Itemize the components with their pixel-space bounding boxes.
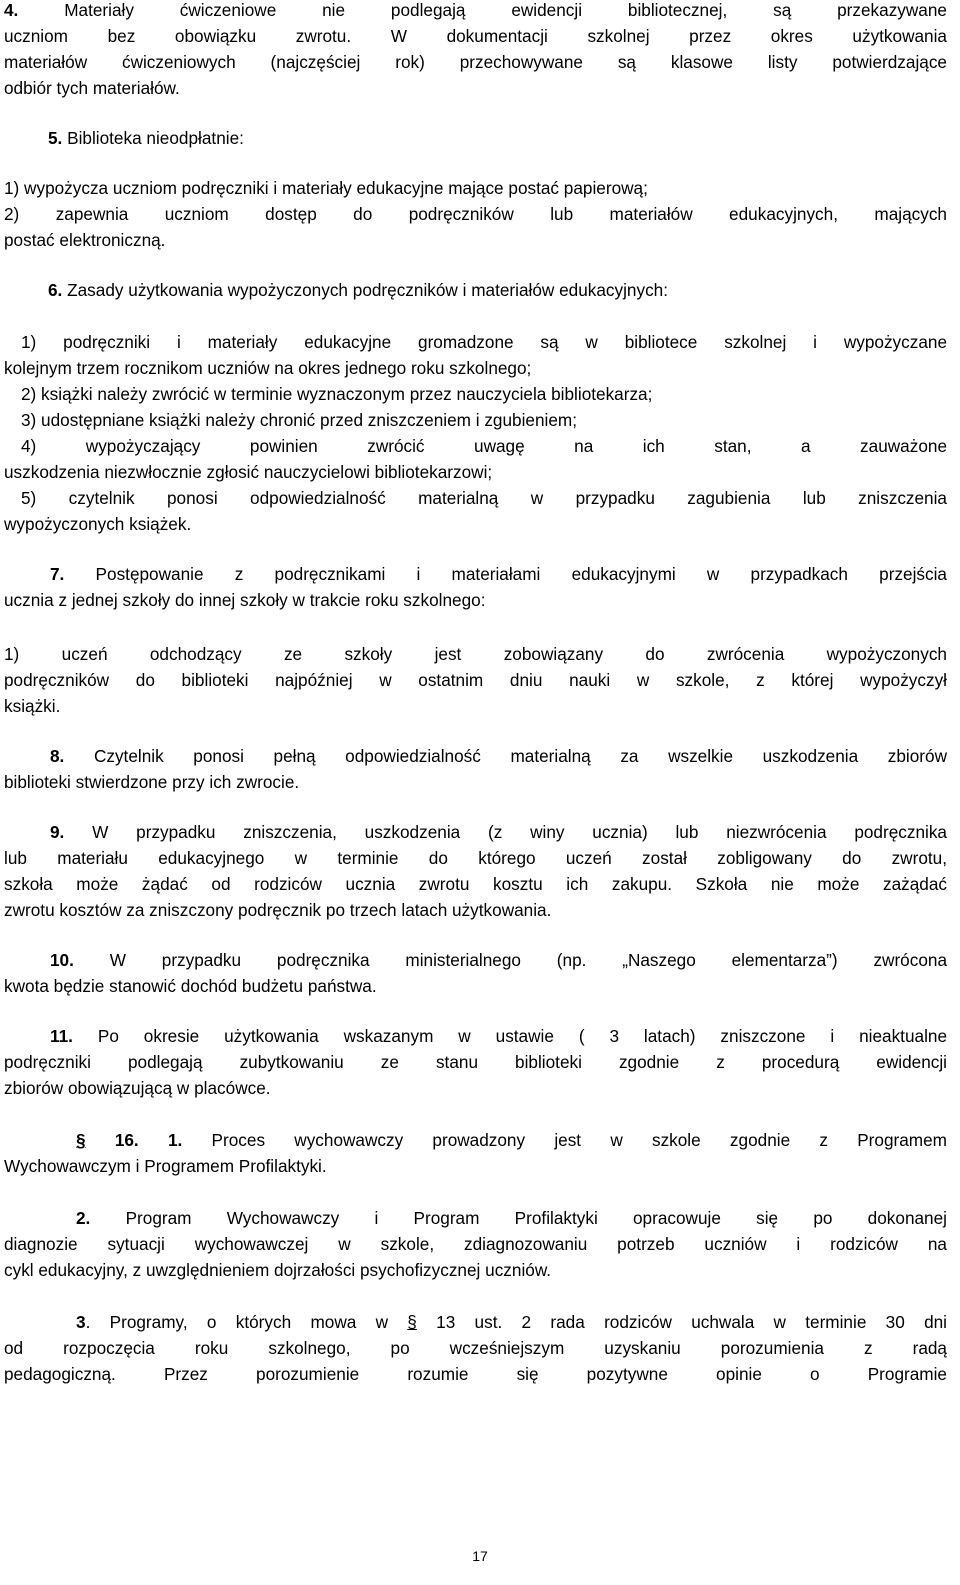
list-item: 4) wypożyczający powinien zwrócić uwagę na ich stan, a zauważone [21,436,947,456]
list-item-continuation: podręczników do biblioteki najpóźniej w ostatnim dniu nauki w szkole, z której wypożyczył [4,670,947,690]
paragraph-16-1 [4,1127,947,1179]
paragraph-16-3-line-1: 3. Programy, o których mowa w § 13 ust. 2 rada rodziców uchwala w terminie 30 dni [76,1312,948,1332]
section-4-line-3: materiałów ćwiczeniowych (najczęściej rok) przechowywane są klasowe listy potwierdzające [4,52,947,72]
section-9-line-2: lub materiału edukacyjnego w terminie do którego uczeń został zobligowany do zwrotu, [4,848,947,868]
section-10-line-1: 10. W przypadku podręcznika ministerialnego (np. „Naszego elementarza”) zwrócona [50,950,948,970]
section-4-line-1: 4. Materiały ćwiczeniowe nie podlegają ewidencji bibliotecznej, są przekazywane [4,0,947,20]
section-5 [4,125,947,253]
paragraph-16-2 [4,1205,947,1283]
section-5-heading: 5. Biblioteka nieodpłatnie: [48,128,244,148]
section-number: 5. [48,128,63,148]
section-number: 7. [50,564,65,584]
section-number: 9. [50,822,65,842]
section-11-line-2: podręczniki podlegają zubytkowaniu ze stanu biblioteki zgodnie z procedurą ewidencji [4,1052,947,1072]
section-11 [4,1023,947,1101]
section-11-line-1: 11. Po okresie użytkowania wskazanym w ustawie ( 3 latach) zniszczone i nieaktualne [50,1026,948,1046]
list-item: 2) zapewnia uczniom dostęp do podręczników lub materiałów edukacyjnych, mających [4,204,947,224]
section-number: 10. [50,950,74,970]
section-4 [4,0,947,101]
section-11-line-3: zbiorów obowiązującą w placówce. [4,1078,271,1098]
list-item-continuation: uszkodzenia niezwłocznie zgłosić nauczycielowi bibliotekarzowi; [4,462,493,482]
paragraph-16-2-line-2: diagnozie sytuacji wychowawczej w szkole, zdiagnozowaniu potrzeb uczniów i rodziców na [4,1234,947,1254]
list-item: 5) czytelnik ponosi odpowiedzialność materialną w przypadku zagubienia lub zniszczenia [21,488,947,508]
section-symbol: § [76,1130,86,1150]
list-item: 2) książki należy zwrócić w terminie wyznaczonym przez nauczyciela bibliotekarza; [21,384,653,404]
list-item-continuation: książki. [4,696,61,716]
paragraph-16-1-line-2: Wychowawczym i Programem Profilaktyki. [4,1156,327,1176]
section-8 [4,743,947,795]
paragraph-16-3-line-2: od rozpoczęcia roku szkolnego, po wcześniejszym uzyskaniu porozumienia z radą [4,1338,947,1358]
document-page [4,0,947,1387]
section-10 [4,947,947,999]
section-6-heading: 6. Zasady użytkowania wypożyczonych podręczników i materiałów edukacyjnych: [48,280,669,300]
section-8-line-1: 8. Czytelnik ponosi pełną odpowiedzialność materialną za wszelkie uszkodzenia zbiorów [50,746,947,766]
list-item: 1) podręczniki i materiały edukacyjne gromadzone są w bibliotece szkolnej i wypożyczane [21,332,947,352]
paragraph-16-1-line-1: § 16. 1. Proces wychowawczy prowadzony jest w szkole zgodnie z Programem [76,1130,947,1150]
section-4-line-4: odbiór tych materiałów. [4,78,180,98]
section-9-line-4: zwrotu kosztów za zniszczony podręcznik po trzech latach użytkowania. [4,900,552,920]
paragraph-16-2-line-3: cykl edukacyjny, z uwzględnieniem dojrzałości psychofizycznej uczniów. [4,1260,552,1280]
paragraph-16-3 [4,1309,947,1387]
section-number: 3 [76,1312,86,1332]
list-item-continuation: postać elektroniczną. [4,230,166,250]
section-number: 8. [50,746,65,766]
section-8-line-2: biblioteki stwierdzone przy ich zwrocie. [4,772,300,792]
section-7 [4,561,947,719]
list-item: 1) wypożycza uczniom podręczniki i materiały edukacyjne mające postać papierową; [4,178,648,198]
section-10-line-2: kwota będzie stanowić dochód budżetu państwa. [4,976,377,996]
section-number: 11. [50,1026,73,1046]
section-9 [4,819,947,923]
list-item-continuation: wypożyczonych książek. [4,514,192,534]
section-number: 2. [76,1208,91,1228]
list-item: 3) udostępniane książki należy chronić przed zniszczeniem i zgubieniem; [21,410,578,430]
section-number: 4. [4,0,19,20]
list-item: 1) uczeń odchodzący ze szkoły jest zobowiązany do zwrócenia wypożyczonych [4,644,947,664]
list-item-continuation: kolejnym trzem rocznikom uczniów na okres jednego roku szkolnego; [4,358,532,378]
paragraph-16-2-line-1: 2. Program Wychowawczy i Program Profilaktyki opracowuje się po dokonanej [76,1208,947,1228]
section-number: 16. 1. [114,1130,183,1150]
page-number: 17 [472,1548,488,1564]
section-6 [4,277,947,537]
section-symbol: § [407,1312,417,1332]
section-7-line-2: ucznia z jednej szkoły do innej szkoły w trakcie roku szkolnego: [4,590,486,610]
section-7-line-1: 7. Postępowanie z podręcznikami i materiałami edukacyjnymi w przypadkach przejścia [50,564,947,584]
paragraph-16-3-line-3: pedagogiczną. Przez porozumienie rozumie się pozytywne opinie o Programie [4,1364,947,1384]
section-9-line-3: szkoła może żądać od rodziców ucznia zwrotu kosztu ich zakupu. Szkoła nie może zażądać [4,874,947,894]
section-number: 6. [48,280,63,300]
section-4-line-2: uczniom bez obowiązku zwrotu. W dokumentacji szkolnej przez okres użytkowania [4,26,947,46]
section-9-line-1: 9. W przypadku zniszczenia, uszkodzenia (z winy ucznia) lub niezwrócenia podręcznika [50,822,947,842]
